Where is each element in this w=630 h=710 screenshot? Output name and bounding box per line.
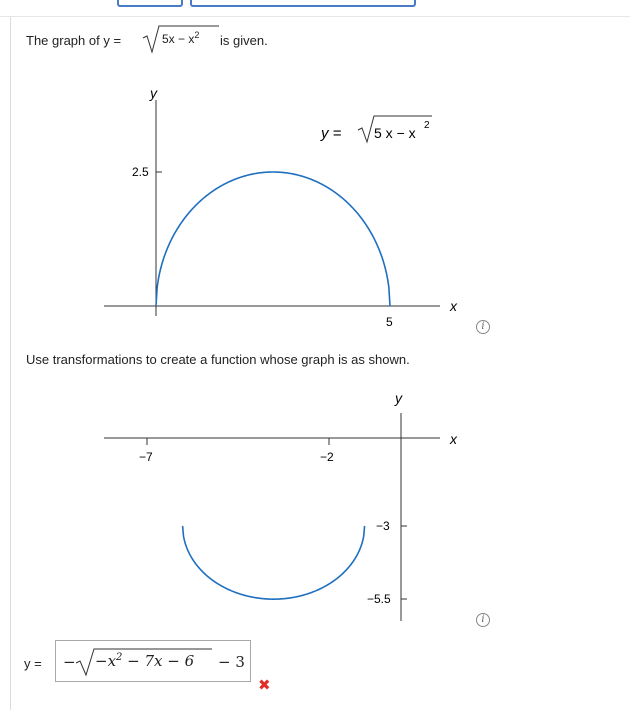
top-button-right[interactable] — [190, 0, 416, 7]
answer-leading-minus: − — [63, 653, 76, 671]
graph2-curve — [183, 526, 365, 599]
graph1-curve-label-radicand: 5 x − x — [374, 125, 416, 141]
graph-1 — [0, 80, 630, 340]
intro-text — [26, 33, 121, 48]
graph1-curve — [156, 172, 390, 306]
answer-prefix: y = — [24, 656, 42, 671]
answer-radicand-text: −x — [95, 652, 117, 670]
answer-radicand-rest: − 7x − 6 — [122, 652, 195, 670]
graph2-x-tick-label-2: −2 — [320, 450, 334, 464]
graph1-y-tick-label: 2.5 — [132, 165, 149, 179]
intro-prefix: The graph of — [26, 33, 104, 48]
graph1-curve-label-exp: 2 — [424, 120, 430, 131]
intro-suffix: is given. — [220, 33, 268, 48]
graph1-x-tick-label: 5 — [386, 315, 393, 329]
incorrect-icon: ✖ — [258, 677, 271, 694]
header-divider — [0, 16, 630, 17]
answer-radicand — [95, 652, 194, 670]
info-icon[interactable]: i — [476, 320, 490, 334]
graph1-curve-label-lhs: y = — [321, 125, 342, 142]
graph2-y-tick-label-2: −5.5 — [367, 592, 391, 606]
graph2-y-label: y — [395, 390, 402, 406]
top-button-left[interactable] — [117, 0, 183, 7]
graph1-x-label: x — [450, 298, 457, 314]
graph1-y-label: y — [150, 85, 157, 101]
answer-input[interactable] — [55, 640, 251, 682]
graph2-x-tick-label-1: −7 — [139, 450, 153, 464]
intro-radicand — [162, 30, 199, 46]
graph-2 — [0, 385, 630, 630]
intro-radicand-exp: 2 — [194, 30, 200, 40]
answer-radicand-exp: 2 — [116, 652, 123, 663]
graph2-x-label: x — [450, 431, 457, 447]
instruction-text: Use transformations to create a function whose graph is as shown. — [26, 352, 410, 367]
graph2-y-tick-label-1: −3 — [376, 519, 390, 533]
intro-y-eq: y = — [103, 33, 122, 48]
info-icon[interactable]: i — [476, 613, 490, 627]
answer-tail: − 3 — [218, 653, 245, 671]
intro-radicand-text: 5x − x — [162, 32, 195, 46]
